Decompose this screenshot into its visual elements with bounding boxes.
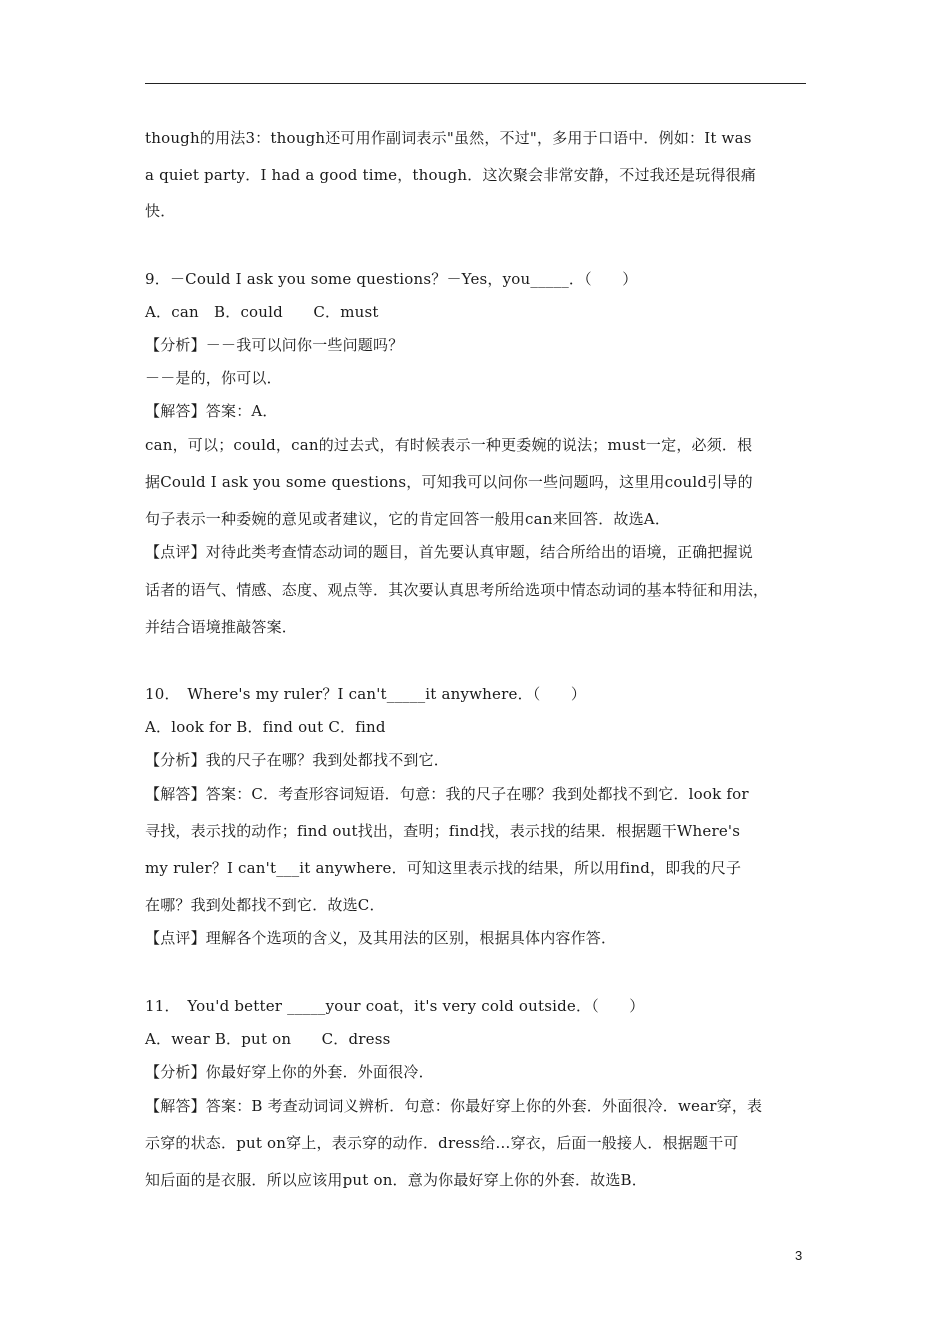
text-line: 并结合语境推敲答案．	[145, 618, 298, 636]
answer-11: 【解答】答案：B 考查动词词义辨析．句意：你最好穿上你的外套．外面很冷．wear穿，表	[145, 1097, 763, 1115]
options-10: A．look for B．find out C．find	[145, 718, 386, 736]
text-line: 在哪？我到处都找不到它．故选C．	[145, 896, 385, 914]
text-line: －－是的，你可以．	[145, 369, 282, 387]
options-11: A．wear B．put on C．dress	[145, 1030, 391, 1048]
question-10: 10． Where's my ruler？I can't_____it anywhere．（ ）	[145, 685, 587, 703]
text-line: 据Could I ask you some questions，可知我可以问你一些问题吗，这里用could引导的	[145, 473, 753, 491]
answer-9: 【解答】答案：A．	[145, 402, 278, 420]
comment-9: 【点评】对待此类考查情态动词的题目，首先要认真审题，结合所给出的语境，正确把握说	[145, 543, 754, 561]
text-line: 句子表示一种委婉的意见或者建议，它的肯定回答一般用can来回答．故选A．	[145, 510, 671, 528]
question-9: 9．－Could I ask you some questions？－Yes，you_____．（ ）	[145, 270, 638, 288]
text-line: though的用法3：though还可用作副词表示"虽然，不过"，多用于口语中．例如：It was	[145, 129, 752, 147]
text-line: my ruler？I can't___it anywhere．可知这里表示找的结果，所以用find，即我的尺子	[145, 859, 742, 877]
options-9: A．can B．could C．must	[145, 303, 379, 321]
analysis-11: 【分析】你最好穿上你的外套．外面很冷．	[145, 1063, 434, 1081]
text-line: can，可以；could，can的过去式，有时候表示一种更委婉的说法；must一定，必须．根	[145, 436, 753, 454]
text-line: 知后面的是衣服．所以应该用put on．意为你最好穿上你的外套．故选B．	[145, 1171, 647, 1189]
text-line: 寻找，表示找的动作；find out找出，查明；find找，表示找的结果．根据题干Where's	[145, 822, 741, 840]
text-line: 示穿的状态．put on穿上，表示穿的动作．dress给…穿衣，后面一般接人．根据题干可	[145, 1134, 739, 1152]
text-line: 话者的语气、情感、态度、观点等．其次要认真思考所给选项中情态动词的基本特征和用法，	[145, 581, 769, 599]
header-rule	[145, 83, 806, 84]
text-line: 快．	[145, 202, 176, 220]
page-number: 3	[795, 1248, 803, 1263]
text-line: a quiet party．I had a good time，though．这次聚会非常安静，不过我还是玩得很痛	[145, 166, 757, 184]
comment-10: 【点评】理解各个选项的含义，及其用法的区别，根据具体内容作答．	[145, 929, 617, 947]
answer-10: 【解答】答案：C．考查形容词短语．句意：我的尺子在哪？我到处都找不到它．look for	[145, 785, 749, 803]
analysis-9: 【分析】－－我可以问你一些问题吗？	[145, 336, 404, 354]
analysis-10: 【分析】我的尺子在哪？我到处都找不到它．	[145, 751, 450, 769]
question-11: 11． You'd better _____your coat，it's very cold outside．（ ）	[145, 997, 645, 1015]
